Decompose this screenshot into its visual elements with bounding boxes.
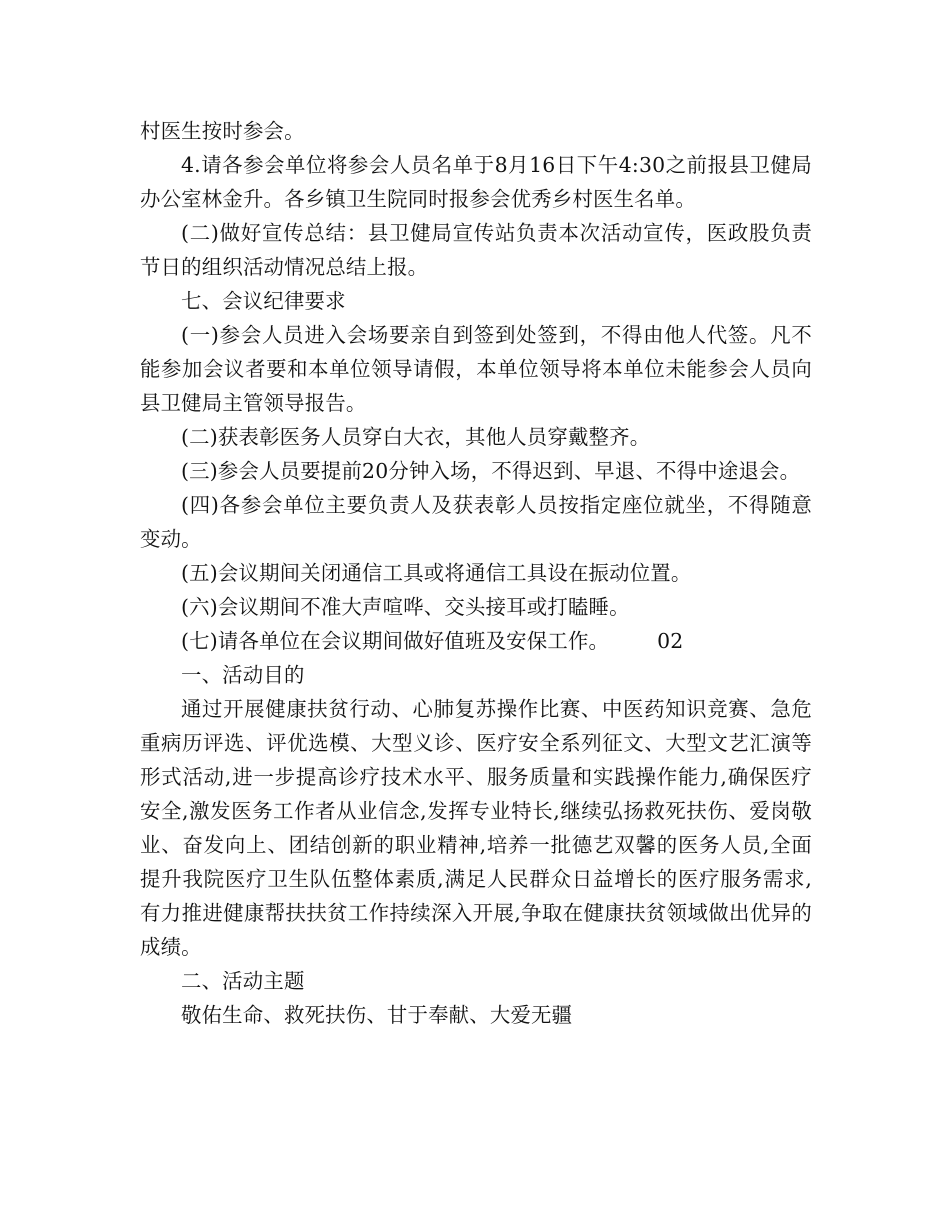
section-heading-meeting-discipline: 七、会议纪律要求 (181, 289, 346, 313)
paragraph-discipline-3: (三)参会人员要提前20分钟入场，不得迟到、早退、不得中途退会。 (181, 459, 801, 483)
paragraph-discipline-6: (六)会议期间不准大声喧哗、交头接耳或打瞌睡。 (181, 595, 630, 619)
paragraph-item-4: 4.请各参会单位将参会人员名单于8月16日下午4:30之前报县卫健局办公室林金升。各乡镇卫生院同时报参会优秀乡村医生名单。 (140, 153, 812, 211)
section-heading-activity-theme: 二、活动主题 (181, 969, 305, 993)
paragraph-publicity-summary: (二)做好宣传总结：县卫健局宣传站负责本次活动宣传，医政股负责节日的组织活动情况总结上报。 (140, 221, 812, 279)
paragraph-discipline-2: (二)获表彰医务人员穿白大衣，其他人员穿戴整齐。 (181, 425, 651, 449)
paragraph-discipline-5: (五)会议期间关闭通信工具或将通信工具设在振动位置。 (181, 561, 692, 585)
section-heading-activity-purpose: 一、活动目的 (181, 663, 305, 687)
document-page (140, 114, 812, 1032)
paragraph-discipline-1: (一)参会人员进入会场要亲自到签到处签到，不得由他人代签。凡不能参加会议者要和本单位领导请假，本单位领导将本单位未能参会人员向县卫健局主管领导报告。 (140, 323, 812, 415)
paragraph-activity-purpose: 通过开展健康扶贫行动、心肺复苏操作比赛、中医药知识竞赛、急危重病历评选、评优选模、大型义诊、医疗安全系列征文、大型文艺汇演等形式活动,进一步提高诊疗技术水平、服务质量和实践操作能力,确保医疗安全,激发医务工作者从业信念,发挥专业特长,继续弘扬救死扶伤、爱岗敬业、奋发向上、团结创新的职业精神,培养一批德艺双馨的医务人员,全面提升我院医疗卫生队伍整体素质,满足人民群众日益增长的医疗服务需求,有力推进健康帮扶扶贫工作持续深入开展,争取在健康扶贫领域做出优异的成绩。 (140, 697, 812, 959)
paragraph-discipline-7-text: (七)请各单位在会议期间做好值班及安保工作。 (181, 629, 610, 653)
section-marker: 02 (657, 629, 684, 653)
paragraph-discipline-4: (四)各参会单位主要负责人及获表彰人员按指定座位就坐，不得随意变动。 (140, 493, 812, 551)
paragraph-discipline-7 (140, 624, 812, 658)
paragraph-continuation: 村医生按时参会。 (140, 119, 305, 143)
paragraph-activity-theme: 敬佑生命、救死扶伤、甘于奉献、大爱无疆 (181, 1003, 573, 1027)
